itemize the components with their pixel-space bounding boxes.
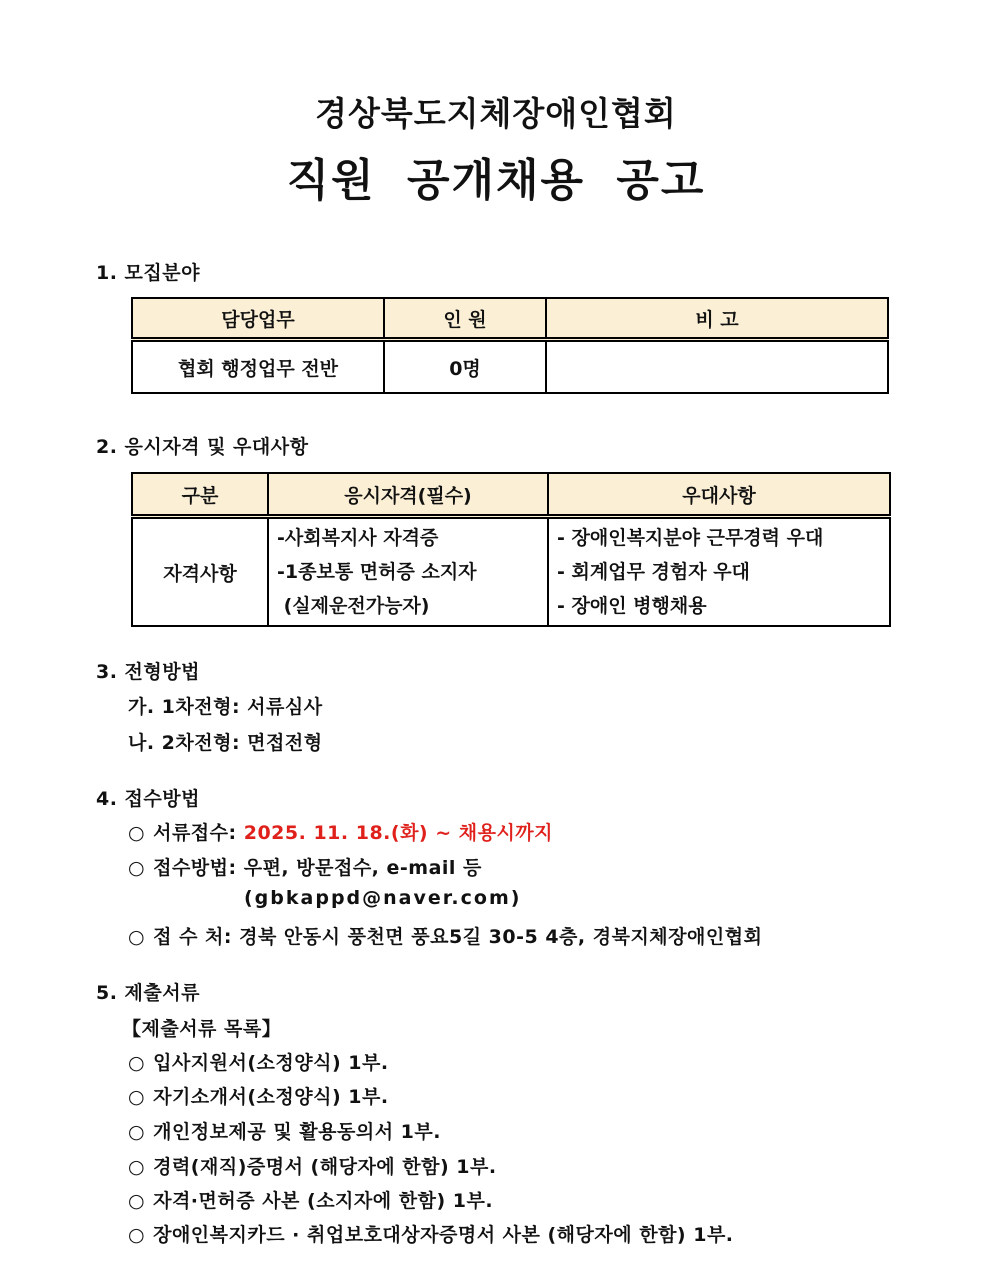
circle-bullet-icon: ○ xyxy=(128,857,146,879)
cell-category: 자격사항 xyxy=(132,517,268,627)
list-item xyxy=(128,1186,493,1213)
document-item: 자격·면허증 사본 (소지자에 한함) 1부. xyxy=(153,1190,494,1212)
section2-heading: 2. 응시자격 및 우대사항 xyxy=(96,436,309,458)
document-item: 경력(재직)증명서 (해당자에 한함) 1부. xyxy=(153,1156,497,1178)
recruitment-table xyxy=(131,297,889,394)
section4-heading: 4. 접수방법 xyxy=(96,788,200,810)
list-item xyxy=(128,1117,441,1144)
list-item: - 장애인 병행채용 xyxy=(557,595,707,617)
table-row xyxy=(132,517,890,627)
place-text: 접 수 처: 경북 안동시 풍천면 풍요5길 30-5 4층, 경북지체장애인협회 xyxy=(153,926,763,948)
circle-bullet-icon: ○ xyxy=(128,1224,146,1246)
document-item: 자기소개서(소정양식) 1부. xyxy=(153,1086,389,1108)
circle-bullet-icon: ○ xyxy=(128,1121,146,1143)
cell-duty: 협회 행정업무 전반 xyxy=(132,340,384,394)
cell-note xyxy=(546,340,888,394)
document-item: 입사지원서(소정양식) 1부. xyxy=(153,1052,389,1074)
col-header-duty: 담당업무 xyxy=(132,298,384,340)
list-item: - 회계업무 경험자 우대 xyxy=(557,561,750,583)
list-item: -1종보통 면허증 소지자 xyxy=(277,561,477,583)
cell-qualifications xyxy=(268,517,548,627)
period-label: 서류접수: xyxy=(153,822,237,844)
email-text: (gbkappd@naver.com) xyxy=(244,887,522,909)
circle-bullet-icon: ○ xyxy=(128,1190,146,1212)
cell-count: 0명 xyxy=(384,340,546,394)
list-item: -사회복지사 자격증 xyxy=(277,527,439,549)
section1-heading: 1. 모집분야 xyxy=(96,262,200,284)
list-item xyxy=(128,818,553,845)
circle-bullet-icon: ○ xyxy=(128,1052,146,1074)
table-row xyxy=(132,340,888,394)
col-header-note: 비 고 xyxy=(546,298,888,340)
organization-title: 경상북도지체장애인협회 xyxy=(315,94,677,133)
list-item: (실제운전가능자) xyxy=(277,595,430,617)
col-header-count: 인 원 xyxy=(384,298,546,340)
section5-subheading: 【제출서류 목록】 xyxy=(122,1018,282,1040)
section3-heading: 3. 전형방법 xyxy=(96,661,200,683)
circle-bullet-icon: ○ xyxy=(128,1086,146,1108)
list-item: 가. 1차전형: 서류심사 xyxy=(128,696,323,718)
list-item: - 장애인복지분야 근무경력 우대 xyxy=(557,527,824,549)
circle-bullet-icon: ○ xyxy=(128,926,146,948)
qualification-table xyxy=(131,472,891,627)
period-value: 2025. 11. 18.(화) ~ 채용시까지 xyxy=(243,822,554,844)
circle-bullet-icon: ○ xyxy=(128,822,146,844)
col-header-required: 응시자격(필수) xyxy=(268,473,548,517)
notice-title: 직원 공개채용 공고 xyxy=(286,155,706,206)
col-header-category: 구분 xyxy=(132,473,268,517)
list-item xyxy=(128,1048,389,1075)
list-item xyxy=(128,853,482,880)
list-item xyxy=(128,922,762,949)
list-item: 나. 2차전형: 면접전형 xyxy=(128,732,323,754)
section5-heading: 5. 제출서류 xyxy=(96,982,200,1004)
list-item xyxy=(128,1220,734,1247)
list-item xyxy=(128,1152,497,1179)
document-item: 장애인복지카드 · 취업보호대상자증명서 사본 (해당자에 한함) 1부. xyxy=(153,1224,734,1246)
col-header-preferred: 우대사항 xyxy=(548,473,890,517)
cell-preferences xyxy=(548,517,890,627)
list-item xyxy=(128,1082,389,1109)
circle-bullet-icon: ○ xyxy=(128,1156,146,1178)
document-item: 개인정보제공 및 활용동의서 1부. xyxy=(153,1121,441,1143)
method-text: 접수방법: 우편, 방문접수, e-mail 등 xyxy=(153,857,482,879)
